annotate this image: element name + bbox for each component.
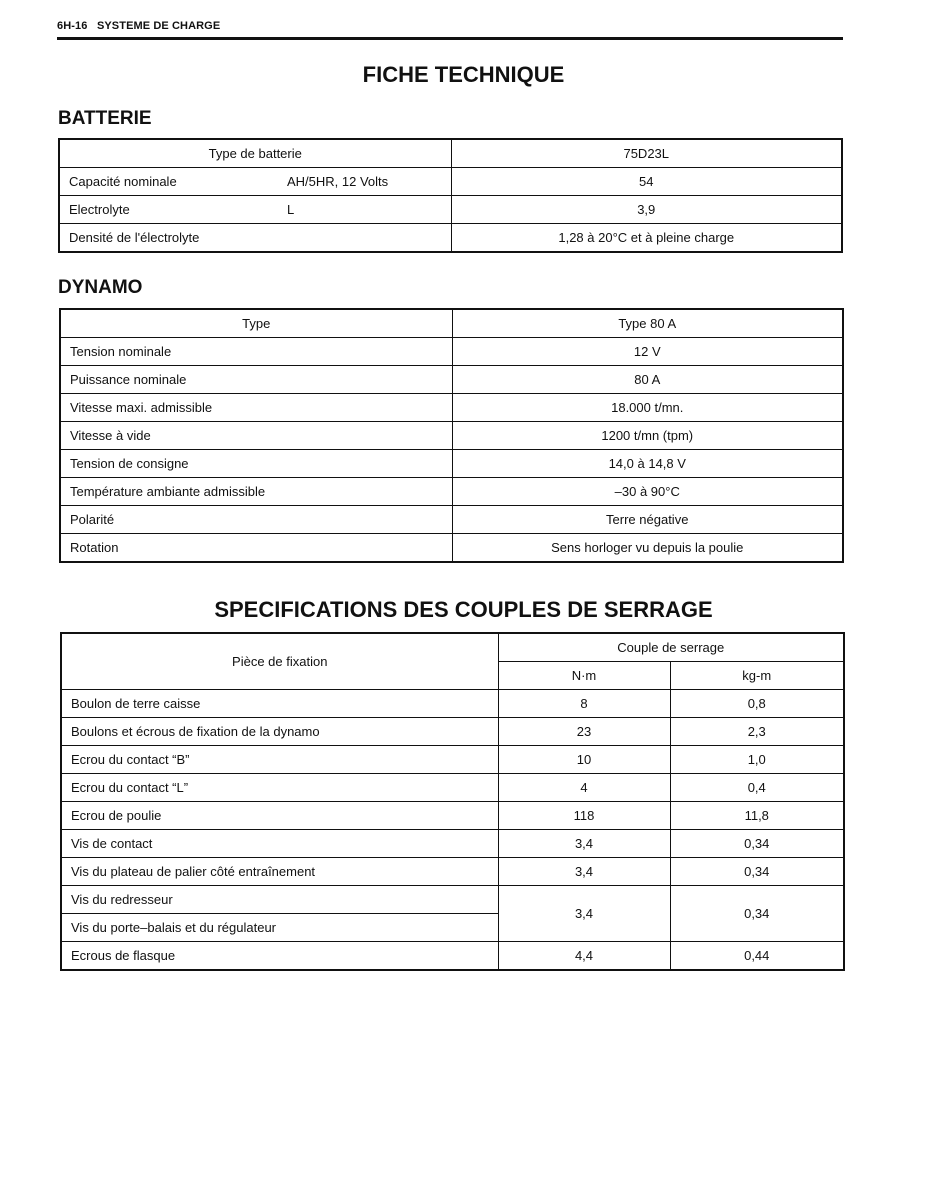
cell-value: 1200 t/mn (tpm) [452, 422, 843, 450]
cell-value: 14,0 à 14,8 V [452, 450, 843, 478]
cell-label [59, 196, 451, 224]
cell-nm: 23 [498, 718, 670, 746]
cell-value: Type 80 A [452, 309, 843, 338]
section-title: SYSTEME DE CHARGE [96, 20, 221, 32]
table-row [61, 802, 844, 830]
cell-label [59, 168, 451, 196]
cell-nm: 4 [498, 774, 670, 802]
table-row [60, 450, 843, 478]
cell-value: 18.000 t/mn. [452, 394, 843, 422]
row-unit: AH/5HR, 12 Volts [287, 174, 389, 189]
cell-label: Type de batterie [59, 139, 451, 168]
cell-kgm: 0,8 [670, 690, 844, 718]
cell-piece: Vis du redresseur [61, 886, 498, 914]
cell-kgm: 0,4 [670, 774, 844, 802]
cell-piece: Vis de contact [61, 830, 498, 858]
cell-label: Rotation [60, 534, 452, 563]
header-nm: N·m [498, 662, 670, 690]
cell-value: 12 V [452, 338, 843, 366]
cell-kgm: 0,34 [670, 886, 844, 942]
title-dynamo: DYNAMO [58, 277, 143, 298]
row-label: Capacité nominale [69, 174, 177, 189]
header-couple: Couple de serrage [498, 633, 844, 662]
cell-value: Terre négative [452, 506, 843, 534]
table-row [59, 139, 842, 168]
cell-piece: Boulons et écrous de fixation de la dynamo [61, 718, 498, 746]
table-row [60, 366, 843, 394]
table-couples-serrage [60, 632, 845, 971]
title-batterie: BATTERIE [58, 108, 152, 129]
table-row [60, 534, 843, 563]
cell-label: Température ambiante admissible [60, 478, 452, 506]
table-row [60, 478, 843, 506]
cell-kgm: 11,8 [670, 802, 844, 830]
cell-nm: 4,4 [498, 942, 670, 971]
table-dynamo [59, 308, 844, 563]
cell-label: Vitesse maxi. admissible [60, 394, 452, 422]
cell-kgm: 1,0 [670, 746, 844, 774]
cell-piece: Ecrous de flasque [61, 942, 498, 971]
header-kgm: kg-m [670, 662, 844, 690]
title-couples-serrage: SPECIFICATIONS DES COUPLES DE SERRAGE [214, 597, 713, 622]
cell-label: Polarité [60, 506, 452, 534]
table-row [61, 858, 844, 886]
cell-value: –30 à 90°C [452, 478, 843, 506]
cell-piece: Ecrou du contact “L” [61, 774, 498, 802]
table-row [60, 309, 843, 338]
cell-piece: Ecrou du contact “B” [61, 746, 498, 774]
cell-piece: Ecrou de poulie [61, 802, 498, 830]
cell-nm: 8 [498, 690, 670, 718]
cell-label: Tension de consigne [60, 450, 452, 478]
cell-piece: Boulon de terre caisse [61, 690, 498, 718]
page-ref: 6H-16 [57, 20, 88, 32]
cell-nm: 3,4 [498, 858, 670, 886]
table-row [60, 338, 843, 366]
header-piece: Pièce de fixation [61, 633, 498, 690]
table-row [61, 746, 844, 774]
cell-value: 3,9 [451, 196, 842, 224]
row-label: Densité de l'électrolyte [69, 230, 200, 245]
table-header-row [61, 633, 844, 662]
table-row [60, 394, 843, 422]
row-label: Electrolyte [69, 202, 130, 217]
table-row [59, 168, 842, 196]
cell-value: 1,28 à 20°C et à pleine charge [451, 224, 842, 253]
cell-nm: 10 [498, 746, 670, 774]
cell-kgm: 2,3 [670, 718, 844, 746]
cell-value: Sens horloger vu depuis la poulie [452, 534, 843, 563]
header-rule [57, 37, 843, 40]
cell-nm: 3,4 [498, 830, 670, 858]
table-row [60, 506, 843, 534]
cell-value: 80 A [452, 366, 843, 394]
page-header [57, 20, 843, 40]
cell-label: Vitesse à vide [60, 422, 452, 450]
row-unit: L [287, 202, 295, 217]
table-row [59, 224, 842, 253]
cell-value: 75D23L [451, 139, 842, 168]
table-row [61, 830, 844, 858]
cell-label: Type [60, 309, 452, 338]
cell-label: Puissance nominale [60, 366, 452, 394]
cell-label: Tension nominale [60, 338, 452, 366]
table-row [61, 886, 844, 914]
page-header-text [57, 20, 843, 32]
cell-nm: 118 [498, 802, 670, 830]
cell-kgm: 0,44 [670, 942, 844, 971]
title-fiche-technique: FICHE TECHNIQUE [362, 62, 565, 87]
cell-kgm: 0,34 [670, 830, 844, 858]
table-row [61, 774, 844, 802]
table-row [61, 718, 844, 746]
table-row [60, 422, 843, 450]
cell-kgm: 0,34 [670, 858, 844, 886]
cell-label [59, 224, 451, 253]
cell-piece: Vis du plateau de palier côté entraînement [61, 858, 498, 886]
table-row [61, 942, 844, 971]
table-row [59, 196, 842, 224]
cell-value: 54 [451, 168, 842, 196]
table-row [61, 690, 844, 718]
cell-piece: Vis du porte–balais et du régulateur [61, 914, 498, 942]
table-batterie [58, 138, 843, 253]
cell-nm: 3,4 [498, 886, 670, 942]
